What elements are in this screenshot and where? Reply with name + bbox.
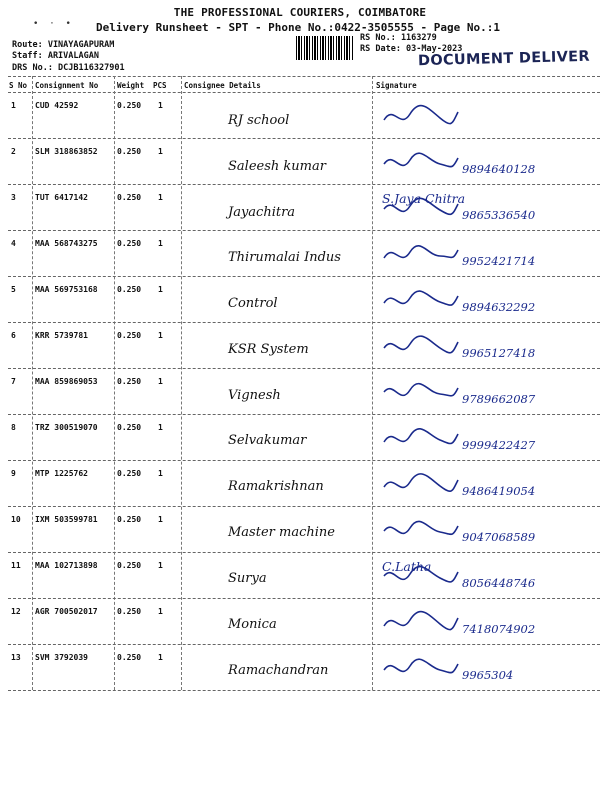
row-divider	[8, 368, 600, 369]
row-sno: 7	[11, 377, 16, 386]
handwritten-signature	[380, 608, 460, 638]
row-pcs: 1	[158, 331, 163, 340]
row-consignee-name: Selvakumar	[228, 433, 307, 448]
row-pcs: 1	[158, 101, 163, 110]
rs-number: RS No.: 1163279	[360, 33, 437, 43]
row-weight: 0.250	[117, 607, 142, 616]
company-title: THE PROFESSIONAL COURIERS, COIMBATORE	[173, 6, 427, 19]
row-sno: 8	[11, 423, 16, 432]
row-weight: 0.250	[117, 561, 142, 570]
row-sno: 9	[11, 469, 16, 478]
row-signature-name: C.Latha	[382, 559, 432, 574]
header-bottom-border	[8, 92, 600, 93]
row-phone-number: 9952421714	[462, 254, 536, 268]
row-consignment-no: IXM 503599781	[35, 515, 98, 524]
row-phone-number: 9486419054	[462, 484, 536, 498]
row-consignee-name: Master machine	[228, 525, 335, 540]
row-divider	[8, 138, 600, 139]
row-consignment-no: MAA 569753168	[35, 285, 98, 294]
document-delivered-stamp: DOCUMENT DELIVER	[417, 48, 591, 70]
row-consignee-name: Vignesh	[228, 388, 281, 403]
row-consignee-name: Jayachitra	[228, 205, 296, 220]
row-consignee-name: Thirumalai Indus	[228, 250, 341, 265]
row-consignment-no: TRZ 300519070	[35, 423, 98, 432]
row-consignee-name: Ramakrishnan	[228, 479, 324, 494]
row-consignment-no: AGR 700502017	[35, 607, 98, 616]
row-signature-name: S.Jaya Chitra	[382, 191, 466, 206]
row-phone-number: 9965127418	[462, 346, 536, 360]
row-sno: 12	[11, 607, 21, 616]
row-divider	[8, 506, 600, 507]
row-consignment-no: SLM 318863852	[35, 147, 98, 156]
row-consignment-no: MTP 1225762	[35, 469, 88, 478]
row-consignee-name: Ramachandran	[228, 663, 329, 678]
row-consignment-no: KRR 5739781	[35, 331, 88, 340]
row-pcs: 1	[158, 607, 163, 616]
handwritten-signature	[380, 654, 460, 684]
row-sno: 11	[11, 561, 21, 570]
row-pcs: 1	[158, 469, 163, 478]
row-divider	[8, 690, 600, 691]
row-divider	[8, 184, 600, 185]
row-weight: 0.250	[117, 423, 142, 432]
row-sno: 2	[11, 147, 16, 156]
row-phone-number: 9865336540	[462, 208, 536, 222]
row-pcs: 1	[158, 285, 163, 294]
row-sno: 10	[11, 515, 21, 524]
row-divider	[8, 552, 600, 553]
row-weight: 0.250	[117, 101, 142, 110]
table-top-border	[8, 76, 600, 77]
drs-number: DRS No.: DCJB116327901	[12, 63, 125, 73]
col-header-weight: Weight	[117, 81, 145, 90]
staff-label: Staff: ARIVALAGAN	[12, 51, 99, 61]
row-divider	[8, 644, 600, 645]
row-divider	[8, 460, 600, 461]
row-pcs: 1	[158, 423, 163, 432]
row-divider	[8, 598, 600, 599]
row-divider	[8, 322, 600, 323]
row-consignee-name: RJ school	[228, 113, 290, 128]
row-divider	[8, 414, 600, 415]
row-weight: 0.250	[117, 193, 142, 202]
row-pcs: 1	[158, 561, 163, 570]
row-pcs: 1	[158, 377, 163, 386]
row-consignee-name: Monica	[228, 617, 277, 632]
handwritten-signature	[380, 102, 460, 132]
row-consignment-no: CUD 42592	[35, 101, 79, 110]
row-pcs: 1	[158, 193, 163, 202]
scan-specks: • · •	[33, 19, 71, 29]
row-phone-number: 9999422427	[462, 438, 536, 452]
row-divider	[8, 276, 600, 277]
row-weight: 0.250	[117, 285, 142, 294]
row-weight: 0.250	[117, 377, 142, 386]
runsheet-subtitle: Delivery Runsheet - SPT - Phone No.:0422-3505555 - Page No.:1	[96, 21, 500, 34]
row-sno: 3	[11, 193, 16, 202]
row-weight: 0.250	[117, 469, 142, 478]
row-pcs: 1	[158, 653, 163, 662]
handwritten-signature	[380, 332, 460, 362]
row-phone-number: 9047068589	[462, 530, 536, 544]
row-phone-number: 9965304	[462, 668, 514, 682]
row-phone-number: 7418074902	[462, 622, 536, 636]
row-phone-number: 9789662087	[462, 392, 536, 406]
row-consignment-no: SVM 3792039	[35, 653, 88, 662]
row-consignment-no: TUT 6417142	[35, 193, 88, 202]
route-label: Route: VINAYAGAPURAM	[12, 40, 115, 50]
col-header-consignment: Consignment No	[35, 81, 99, 90]
row-pcs: 1	[158, 515, 163, 524]
row-consignee-name: Saleesh kumar	[228, 159, 326, 174]
row-consignment-no: MAA 568743275	[35, 239, 98, 248]
barcode-image	[296, 36, 354, 60]
handwritten-signature	[380, 286, 460, 316]
handwritten-signature	[380, 378, 460, 408]
row-weight: 0.250	[117, 331, 142, 340]
col-header-consignee: Consignee Details	[184, 81, 261, 90]
row-divider	[8, 230, 600, 231]
row-consignment-no: MAA 859869053	[35, 377, 98, 386]
row-pcs: 1	[158, 147, 163, 156]
row-weight: 0.250	[117, 653, 142, 662]
row-phone-number: 9894632292	[462, 300, 536, 314]
row-pcs: 1	[158, 239, 163, 248]
handwritten-signature	[380, 148, 460, 178]
col-header-signature: Signature	[376, 81, 417, 90]
handwritten-signature	[380, 470, 460, 500]
row-consignee-name: Surya	[228, 571, 267, 586]
row-sno: 6	[11, 331, 16, 340]
handwritten-signature	[380, 516, 460, 546]
row-consignee-name: KSR System	[228, 342, 309, 357]
col-header-pcs: PCS	[153, 81, 167, 90]
row-consignee-name: Control	[228, 296, 278, 311]
handwritten-signature	[380, 424, 460, 454]
row-sno: 1	[11, 101, 16, 110]
row-consignment-no: MAA 102713898	[35, 561, 98, 570]
row-weight: 0.250	[117, 239, 142, 248]
row-weight: 0.250	[117, 515, 142, 524]
row-phone-number: 9894640128	[462, 162, 536, 176]
row-phone-number: 8056448746	[462, 576, 536, 590]
rs-date: RS Date: 03-May-2023	[360, 44, 463, 54]
row-sno: 4	[11, 239, 16, 248]
handwritten-signature	[380, 240, 460, 270]
row-sno: 13	[11, 653, 21, 662]
row-sno: 5	[11, 285, 16, 294]
row-weight: 0.250	[117, 147, 142, 156]
col-header-sno: S No	[9, 81, 28, 90]
